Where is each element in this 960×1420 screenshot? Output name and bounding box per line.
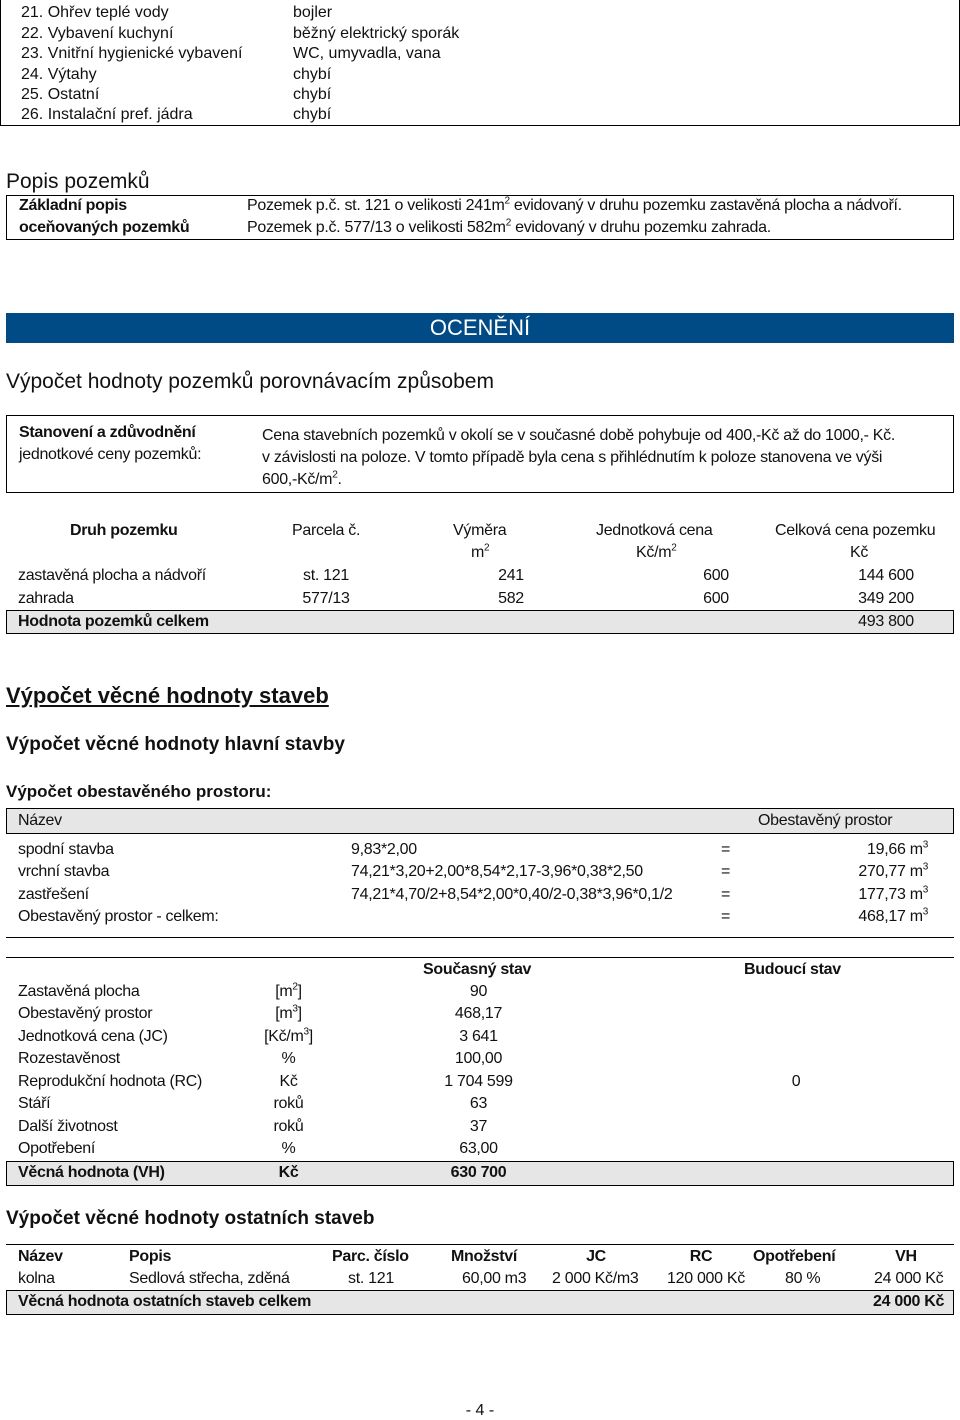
main-building-heading: Výpočet věcné hodnoty hlavní stavby bbox=[6, 734, 345, 755]
table-cell: = bbox=[721, 863, 731, 880]
other-total-label: Věcná hodnota ostatních staveb celkem bbox=[18, 1293, 311, 1310]
table-cell: 241 bbox=[498, 567, 524, 584]
table-unit: Kč bbox=[850, 544, 869, 561]
table-cell: 63 bbox=[469, 1095, 488, 1112]
volume-table bbox=[6, 808, 954, 938]
table-cell: 349 200 bbox=[858, 590, 914, 607]
table-cell: Další životnost bbox=[18, 1118, 118, 1135]
table-header: Opotřebení bbox=[753, 1248, 836, 1265]
table-cell: 177,73 $m^3$ bbox=[858, 884, 928, 903]
table-cell: 1 704 599 bbox=[444, 1073, 513, 1090]
table-cell: roků bbox=[273, 1118, 304, 1135]
unit-price-label-line2: jednotkové ceny pozemků: bbox=[19, 446, 202, 463]
table-header: RC bbox=[689, 1248, 713, 1265]
table-unit: $m^2$ bbox=[471, 542, 490, 561]
table-cell: 100,00 bbox=[454, 1050, 503, 1067]
table-header: Množství bbox=[451, 1248, 518, 1265]
table-cell: 2 000 Kč/m3 bbox=[552, 1270, 639, 1287]
land-total-value: 493 800 bbox=[858, 613, 914, 630]
table-cell: 60,00 m3 bbox=[462, 1270, 527, 1287]
land-description-box bbox=[6, 195, 954, 240]
table-cell: Kč bbox=[279, 1073, 298, 1090]
table-cell: 9,83*2,00 bbox=[351, 841, 417, 858]
value-total-value: 630 700 bbox=[450, 1164, 507, 1181]
table-cell: 19,66 $m^3$ bbox=[867, 839, 928, 858]
table-cell: zastřešení bbox=[18, 886, 89, 903]
land-total-row bbox=[6, 610, 954, 634]
land-label-line2: oceňovaných pozemků bbox=[19, 219, 190, 236]
table-cell: $[m^2]$ bbox=[275, 981, 302, 1000]
table-cell: Reprodukční hodnota (RC) bbox=[18, 1073, 203, 1090]
table-cell: 582 bbox=[498, 590, 524, 607]
table-header: Celková cena pozemku bbox=[775, 522, 936, 539]
table-cell: 74,21*4,70/2+8,54*2,00*0,40/2-0,38*3,96*0,1/2 bbox=[351, 886, 673, 903]
table-cell: 120 000 Kč bbox=[667, 1270, 745, 1287]
land-parcel-line2: Pozemek p.č. 577/13 o velikosti $582m^2$ evidovaný v druhu pozemku zahrada. bbox=[247, 217, 771, 236]
buildings-heading: Výpočet věcné hodnoty staveb bbox=[6, 683, 329, 708]
table-cell: = bbox=[721, 886, 731, 903]
valuation-banner: OCENĚNÍ bbox=[6, 313, 954, 343]
unit-price-text-line2: v závislosti na poloze. V tomto případě byla cena s přihlédnutím k poloze stanovena ve výši bbox=[262, 449, 883, 466]
table-cell: 90 bbox=[469, 983, 488, 1000]
table-header: VH bbox=[895, 1248, 917, 1265]
other-buildings-table bbox=[6, 1244, 954, 1314]
volume-header-row bbox=[6, 808, 954, 834]
unit-price-text-line3: $600,-Kč/m^2$. bbox=[262, 469, 342, 488]
table-cell: 24 000 Kč bbox=[874, 1270, 944, 1287]
land-description-heading: Popis pozemků bbox=[6, 170, 150, 193]
table-cell: 600 bbox=[703, 567, 729, 584]
table-cell: 468,17 bbox=[454, 1005, 503, 1022]
table-cell: Obestavěný prostor bbox=[18, 1005, 153, 1022]
other-total-value: 24 000 Kč bbox=[873, 1293, 945, 1310]
land-label-line1: Základní popis bbox=[19, 197, 127, 214]
value-total-row bbox=[6, 1161, 954, 1186]
value-total-unit: Kč bbox=[278, 1164, 299, 1181]
table-unit: $Kč/m^2$ bbox=[636, 542, 677, 561]
table-header: Budoucí stav bbox=[744, 961, 841, 978]
table-header: Druh pozemku bbox=[70, 522, 178, 539]
table-cell: 80 % bbox=[785, 1270, 821, 1287]
table-cell: zastavěná plocha a nádvoří bbox=[18, 567, 206, 584]
table-header: Jednotková cena bbox=[596, 522, 713, 539]
table-cell: $[m^3]$ bbox=[275, 1003, 302, 1022]
table-cell: Obestavěný prostor - celkem: bbox=[18, 908, 219, 925]
table-header: Název bbox=[18, 1248, 63, 1265]
table-cell: 577/13 bbox=[302, 590, 350, 607]
table-cell: 37 bbox=[469, 1118, 488, 1135]
table-header: Parc. číslo bbox=[332, 1248, 409, 1265]
table-cell: 468,17 $m^3$ bbox=[858, 906, 928, 925]
equipment-list: 21. Ohřev teplé vody bojler 22. Vybavení kuchyní běžný elektrický sporák 23. Vnitřní hygienické vybavení WC, umyvadla, vana 24. Výtahy chybí 25. Ostatní chybí 26. Instalační pref. jádra chybí bbox=[0, 0, 960, 126]
table-cell: = bbox=[721, 841, 731, 858]
table-header: Popis bbox=[129, 1248, 172, 1265]
table-cell: 0 bbox=[791, 1073, 801, 1090]
unit-price-label-line1: Stanovení a zdůvodnění bbox=[19, 424, 196, 441]
value-total-label: Věcná hodnota (VH) bbox=[18, 1164, 165, 1181]
comparative-heading: Výpočet hodnoty pozemků porovnávacím způsobem bbox=[6, 370, 494, 393]
table-cell: zahrada bbox=[18, 590, 74, 607]
table-cell: Sedlová střecha, zděná bbox=[129, 1270, 290, 1287]
table-cell: 600 bbox=[703, 590, 729, 607]
table-cell: Zastavěná plocha bbox=[18, 983, 140, 1000]
table-header: Parcela č. bbox=[292, 522, 361, 539]
value-table bbox=[6, 957, 954, 1185]
table-cell: Jednotková cena (JC) bbox=[18, 1028, 168, 1045]
table-cell: roků bbox=[273, 1095, 304, 1112]
land-value-table bbox=[6, 518, 954, 635]
table-cell: $[Kč/m^3]$ bbox=[264, 1026, 313, 1045]
table-cell: 144 600 bbox=[858, 567, 914, 584]
table-header: Název bbox=[18, 812, 62, 829]
unit-price-text-line1: Cena stavebních pozemků v okolí se v současné době pohybuje od 400,-Kč až do 1000,- Kč. bbox=[262, 427, 895, 444]
page-number: - 4 - bbox=[465, 1402, 495, 1419]
land-total-label: Hodnota pozemků celkem bbox=[18, 613, 209, 630]
volume-heading: Výpočet obestavěného prostoru: bbox=[6, 782, 272, 801]
table-cell: 74,21*3,20+2,00*8,54*2,17-3,96*0,38*2,50 bbox=[351, 863, 643, 880]
table-cell: Rozestavěnost bbox=[18, 1050, 120, 1067]
table-header: JC bbox=[586, 1248, 606, 1265]
table-cell: 270,77 $m^3$ bbox=[858, 861, 928, 880]
table-cell: vrchní stavba bbox=[18, 863, 110, 880]
table-cell: 3 641 bbox=[459, 1028, 498, 1045]
unit-price-box bbox=[6, 415, 954, 493]
table-header: Obestavěný prostor bbox=[758, 812, 893, 829]
table-cell: 63,00 bbox=[459, 1140, 498, 1157]
table-header: Současný stav bbox=[423, 961, 532, 978]
table-cell: kolna bbox=[18, 1270, 55, 1287]
table-cell: spodní stavba bbox=[18, 841, 114, 858]
other-total-row bbox=[6, 1290, 954, 1315]
land-parcel-line1: Pozemek p.č. st. 121 o velikosti $241m^2$ evidovaný v druhu pozemku zastavěná plocha a nádvoří. bbox=[247, 195, 902, 214]
table-cell: % bbox=[281, 1140, 296, 1157]
divider bbox=[6, 937, 954, 938]
table-cell: Stáří bbox=[18, 1095, 51, 1112]
table-cell: Opotřebení bbox=[18, 1140, 96, 1157]
table-cell: st. 121 bbox=[303, 567, 349, 584]
table-header: Výměra bbox=[453, 522, 507, 539]
table-cell: = bbox=[721, 908, 731, 925]
other-buildings-heading: Výpočet věcné hodnoty ostatních staveb bbox=[6, 1208, 375, 1229]
table-cell: st. 121 bbox=[348, 1270, 394, 1287]
table-cell: % bbox=[281, 1050, 296, 1067]
